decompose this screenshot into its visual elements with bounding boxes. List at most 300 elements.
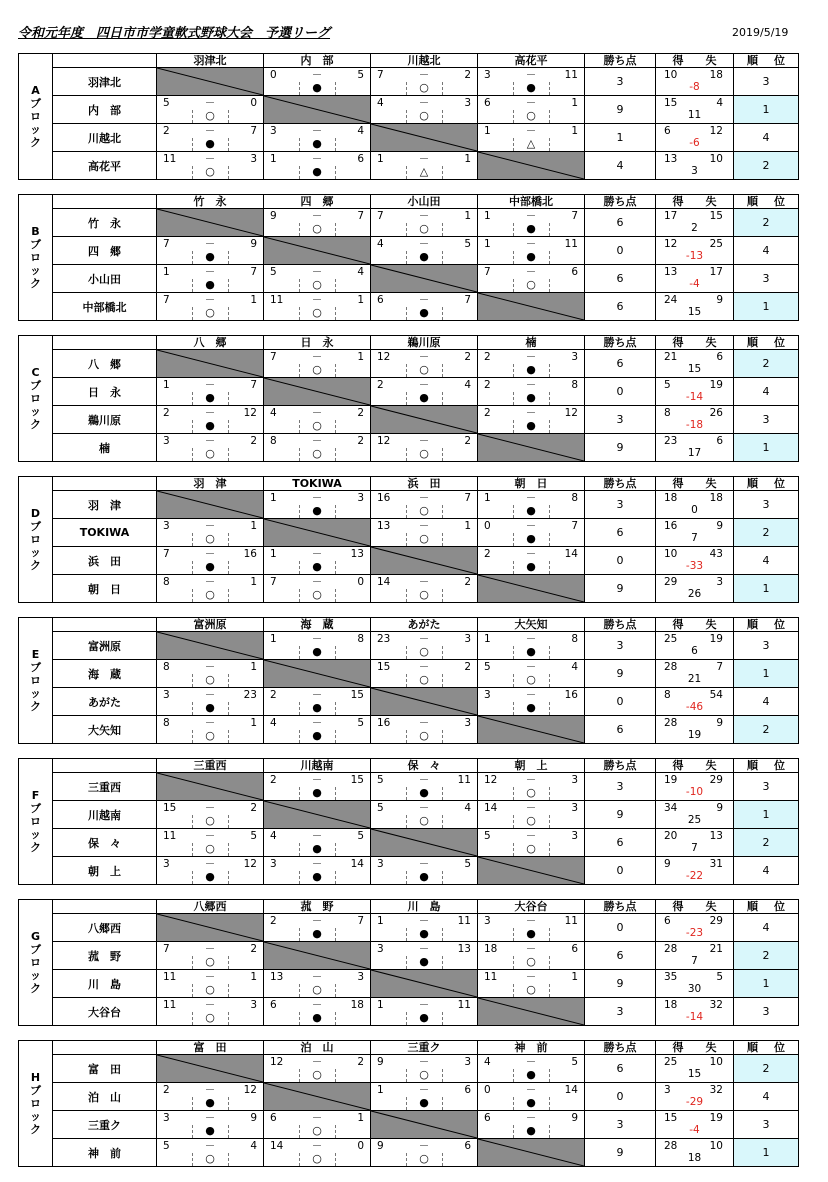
runs-against: 9 <box>716 802 723 814</box>
team-name: 川越南 <box>53 801 157 829</box>
header-rank-b: 位 <box>774 477 785 490</box>
score-dash: － <box>311 774 323 786</box>
score-dash: － <box>311 830 323 842</box>
win-points: 9 <box>585 970 656 998</box>
runs-against: 43 <box>709 548 723 560</box>
table-row <box>19 293 799 321</box>
header-team: 三重ク <box>371 1041 478 1055</box>
header-runs <box>656 336 734 350</box>
runs-against: 19 <box>709 633 723 645</box>
match-result <box>157 406 264 434</box>
team-name: 羽 津 <box>53 491 157 519</box>
block-label <box>19 1041 53 1167</box>
runs-for: 25 <box>664 1056 678 1068</box>
table-row <box>19 1083 799 1111</box>
score-dash: － <box>204 97 216 109</box>
score-dash: － <box>418 294 430 306</box>
header-rank-b: 位 <box>774 195 785 208</box>
header-team: 川越北 <box>371 54 478 68</box>
table-row <box>19 406 799 434</box>
away-score: 4 <box>464 379 471 391</box>
table-row <box>19 998 799 1026</box>
rank-cell: 3 <box>734 998 799 1026</box>
header-rank <box>734 477 799 491</box>
match-result <box>264 152 371 180</box>
block-g <box>18 899 798 1026</box>
home-score: 5 <box>270 266 277 278</box>
home-score: 7 <box>484 266 491 278</box>
result-mark: ● <box>205 1096 215 1109</box>
result-mark: ○ <box>312 588 322 601</box>
match-result <box>264 914 371 942</box>
home-score: 14 <box>270 1140 284 1152</box>
home-score: 2 <box>484 407 491 419</box>
header-team: 富 田 <box>157 1041 264 1055</box>
score-dash: － <box>418 351 430 363</box>
home-score: 15 <box>163 802 177 814</box>
match-result <box>264 632 371 660</box>
score-dash: － <box>311 294 323 306</box>
self-match-cell <box>264 1083 371 1111</box>
match-result <box>264 970 371 998</box>
header-blank <box>53 195 157 209</box>
page-date: 2019/5/19 <box>732 26 789 39</box>
header-team: 高花平 <box>478 54 585 68</box>
self-match-cell <box>157 209 264 237</box>
away-score: 3 <box>571 802 578 814</box>
away-score: 15 <box>350 689 364 701</box>
result-mark: ○ <box>312 1068 322 1081</box>
away-score: 5 <box>464 238 471 250</box>
match-result <box>478 68 585 96</box>
runs-cell <box>656 632 734 660</box>
result-mark: ○ <box>205 165 215 178</box>
team-name: 日 永 <box>53 378 157 406</box>
home-score: 3 <box>377 943 384 955</box>
self-match-cell <box>157 1055 264 1083</box>
block-label-char: ロ <box>30 533 41 546</box>
runs-against: 18 <box>709 69 723 81</box>
header-runs-against: 失 <box>705 477 717 490</box>
score-dash: － <box>525 407 537 419</box>
standings-table <box>18 476 799 603</box>
result-mark: ○ <box>205 842 215 855</box>
away-score: 14 <box>564 548 578 560</box>
runs-cell <box>656 688 734 716</box>
away-score: 12 <box>243 858 257 870</box>
score-dash: － <box>204 1112 216 1124</box>
score-dash: － <box>525 633 537 645</box>
match-result <box>478 829 585 857</box>
away-score: 2 <box>250 802 257 814</box>
away-score: 5 <box>357 717 364 729</box>
rank-cell: 3 <box>734 265 799 293</box>
header-rank <box>734 618 799 632</box>
score-dash: － <box>311 125 323 137</box>
away-score: 12 <box>564 407 578 419</box>
self-match-cell <box>371 124 478 152</box>
header-blank <box>53 477 157 491</box>
block-label <box>19 618 53 744</box>
score-dash: － <box>311 633 323 645</box>
header-row <box>19 618 799 632</box>
runs-against: 15 <box>709 210 723 222</box>
header-team: 川越南 <box>264 759 371 773</box>
home-score: 6 <box>484 1112 491 1124</box>
match-result <box>157 857 264 885</box>
score-dash: － <box>311 153 323 165</box>
result-mark: ● <box>312 137 322 150</box>
header-rank-a: 順 <box>747 195 758 208</box>
run-difference: 3 <box>691 165 698 177</box>
away-score: 8 <box>357 633 364 645</box>
home-score: 7 <box>163 548 170 560</box>
home-score: 2 <box>484 379 491 391</box>
result-mark: ● <box>526 391 536 404</box>
win-points: 0 <box>585 547 656 575</box>
match-result <box>478 688 585 716</box>
run-difference: 11 <box>687 109 702 121</box>
away-score: 7 <box>464 492 471 504</box>
header-rank-a: 順 <box>747 336 758 349</box>
table-row <box>19 434 799 462</box>
header-rank-a: 順 <box>747 54 758 67</box>
runs-against: 32 <box>709 1084 723 1096</box>
runs-cell <box>656 1139 734 1167</box>
header-team: 富洲原 <box>157 618 264 632</box>
home-score: 14 <box>484 802 498 814</box>
block-label-char: ブ <box>30 661 41 674</box>
result-mark: ○ <box>419 504 429 517</box>
match-result <box>264 265 371 293</box>
self-match-cell <box>264 519 371 547</box>
match-result <box>157 575 264 603</box>
runs-cell <box>656 237 734 265</box>
home-score: 4 <box>484 1056 491 1068</box>
team-name: 高花平 <box>53 152 157 180</box>
away-score: 5 <box>357 830 364 842</box>
home-score: 1 <box>377 999 384 1011</box>
result-mark: ○ <box>205 983 215 996</box>
match-result <box>157 124 264 152</box>
win-points: 9 <box>585 1139 656 1167</box>
match-result <box>264 773 371 801</box>
away-score: 16 <box>243 548 257 560</box>
score-dash: － <box>525 492 537 504</box>
header-rank-b: 位 <box>774 336 785 349</box>
result-mark: ● <box>312 1011 322 1024</box>
home-score: 1 <box>484 492 491 504</box>
win-points: 0 <box>585 914 656 942</box>
run-difference: 7 <box>691 842 698 854</box>
header-team: 楠 <box>478 336 585 350</box>
result-mark: ● <box>205 278 215 291</box>
away-score: 0 <box>250 97 257 109</box>
header-runs-against: 失 <box>705 900 717 913</box>
score-dash: － <box>418 943 430 955</box>
away-score: 1 <box>464 210 471 222</box>
win-points: 0 <box>585 1083 656 1111</box>
score-dash: － <box>525 351 537 363</box>
away-score: 2 <box>357 1056 364 1068</box>
result-mark: ● <box>312 701 322 714</box>
block-label <box>19 900 53 1026</box>
runs-for: 28 <box>664 1140 678 1152</box>
match-result <box>371 660 478 688</box>
home-score: 11 <box>163 971 177 983</box>
header-team: 川 島 <box>371 900 478 914</box>
runs-against: 3 <box>716 576 723 588</box>
match-result <box>371 293 478 321</box>
score-dash: － <box>204 999 216 1011</box>
home-score: 1 <box>163 266 170 278</box>
away-score: 2 <box>250 943 257 955</box>
away-score: 18 <box>350 999 364 1011</box>
header-row <box>19 195 799 209</box>
result-mark: △ <box>526 137 536 150</box>
runs-cell <box>656 857 734 885</box>
home-score: 6 <box>270 1112 277 1124</box>
block-label-char: ロ <box>30 1097 41 1110</box>
standings-table <box>18 53 799 180</box>
header-blank <box>53 618 157 632</box>
away-score: 7 <box>357 210 364 222</box>
match-result <box>478 265 585 293</box>
match-result <box>478 1083 585 1111</box>
table-row <box>19 519 799 547</box>
table-row <box>19 970 799 998</box>
run-difference: 0 <box>691 504 698 516</box>
score-dash: － <box>525 379 537 391</box>
score-dash: － <box>418 999 430 1011</box>
runs-for: 17 <box>664 210 678 222</box>
rank-cell: 2 <box>734 1055 799 1083</box>
home-score: 3 <box>163 689 170 701</box>
team-name: 大谷台 <box>53 998 157 1026</box>
team-name: 三重ク <box>53 1111 157 1139</box>
runs-cell <box>656 406 734 434</box>
score-dash: － <box>204 717 216 729</box>
team-name: 朝 日 <box>53 575 157 603</box>
away-score: 0 <box>357 1140 364 1152</box>
home-score: 2 <box>270 774 277 786</box>
header-points: 勝ち点 <box>585 618 656 632</box>
home-score: 12 <box>377 351 391 363</box>
home-score: 3 <box>163 435 170 447</box>
home-score: 4 <box>377 238 384 250</box>
match-result <box>478 914 585 942</box>
header-row <box>19 759 799 773</box>
rank-cell: 2 <box>734 519 799 547</box>
away-score: 16 <box>564 689 578 701</box>
table-row <box>19 491 799 519</box>
result-mark: ○ <box>419 814 429 827</box>
score-dash: － <box>418 915 430 927</box>
runs-for: 12 <box>664 238 678 250</box>
self-match-cell <box>264 942 371 970</box>
away-score: 7 <box>250 266 257 278</box>
score-dash: － <box>311 1140 323 1152</box>
header-team: 竹 永 <box>157 195 264 209</box>
runs-for: 13 <box>664 153 678 165</box>
header-rank-b: 位 <box>774 54 785 67</box>
table-row <box>19 547 799 575</box>
self-match-cell <box>478 152 585 180</box>
away-score: 5 <box>464 858 471 870</box>
table-row <box>19 857 799 885</box>
home-score: 3 <box>270 125 277 137</box>
result-mark: ○ <box>312 363 322 376</box>
header-team: 菰 野 <box>264 900 371 914</box>
runs-for: 6 <box>664 915 671 927</box>
result-mark: ○ <box>312 222 322 235</box>
away-score: 14 <box>564 1084 578 1096</box>
score-dash: － <box>525 266 537 278</box>
score-dash: － <box>525 238 537 250</box>
header-runs <box>656 195 734 209</box>
header-blank <box>53 1041 157 1055</box>
run-difference: -10 <box>685 786 704 798</box>
standings-table <box>18 335 799 462</box>
match-result <box>371 1055 478 1083</box>
runs-cell <box>656 124 734 152</box>
away-score: 5 <box>357 69 364 81</box>
score-dash: － <box>204 435 216 447</box>
header-rank <box>734 54 799 68</box>
rank-cell: 3 <box>734 1111 799 1139</box>
team-name: 大矢知 <box>53 716 157 744</box>
result-mark: ○ <box>419 588 429 601</box>
runs-against: 9 <box>716 520 723 532</box>
result-mark: ○ <box>205 447 215 460</box>
header-points: 勝ち点 <box>585 477 656 491</box>
match-result <box>478 519 585 547</box>
result-mark: ○ <box>419 447 429 460</box>
runs-cell <box>656 660 734 688</box>
score-dash: － <box>525 1056 537 1068</box>
run-difference: 15 <box>687 363 702 375</box>
runs-for: 28 <box>664 717 678 729</box>
rank-cell: 1 <box>734 293 799 321</box>
result-mark: ● <box>205 250 215 263</box>
header-team: 八 郷 <box>157 336 264 350</box>
team-name: 三重西 <box>53 773 157 801</box>
score-dash: － <box>311 971 323 983</box>
home-score: 1 <box>484 210 491 222</box>
score-dash: － <box>311 915 323 927</box>
away-score: 6 <box>571 266 578 278</box>
win-points: 6 <box>585 519 656 547</box>
score-dash: － <box>204 520 216 532</box>
away-score: 7 <box>250 379 257 391</box>
match-result <box>478 773 585 801</box>
away-score: 14 <box>350 858 364 870</box>
score-dash: － <box>525 97 537 109</box>
home-score: 2 <box>484 548 491 560</box>
header-runs-against: 失 <box>705 618 717 631</box>
win-points: 3 <box>585 1111 656 1139</box>
away-score: 7 <box>571 210 578 222</box>
match-result <box>371 378 478 406</box>
away-score: 11 <box>457 915 471 927</box>
home-score: 2 <box>163 407 170 419</box>
match-result <box>478 632 585 660</box>
home-score: 1 <box>270 153 277 165</box>
score-dash: － <box>204 548 216 560</box>
away-score: 6 <box>571 943 578 955</box>
match-result <box>157 293 264 321</box>
rank-cell: 4 <box>734 547 799 575</box>
result-mark: ○ <box>312 447 322 460</box>
score-dash: － <box>418 520 430 532</box>
away-score: 11 <box>457 774 471 786</box>
away-score: 6 <box>357 153 364 165</box>
away-score: 2 <box>464 435 471 447</box>
home-score: 9 <box>270 210 277 222</box>
result-mark: ● <box>526 419 536 432</box>
block-label-char: ク <box>30 277 41 290</box>
header-row <box>19 477 799 491</box>
run-difference: 25 <box>687 814 702 826</box>
block-label-char: ロ <box>30 392 41 405</box>
run-difference: -33 <box>685 560 704 572</box>
block-label <box>19 759 53 885</box>
self-match-cell <box>264 801 371 829</box>
score-dash: － <box>525 802 537 814</box>
header-team: 海 蔵 <box>264 618 371 632</box>
block-label-char: ク <box>30 1123 41 1136</box>
header-runs <box>656 54 734 68</box>
match-result <box>157 519 264 547</box>
header-runs-for: 得 <box>672 336 684 349</box>
score-dash: － <box>311 492 323 504</box>
rank-cell: 2 <box>734 152 799 180</box>
home-score: 12 <box>484 774 498 786</box>
header-team: 八郷西 <box>157 900 264 914</box>
result-mark: ○ <box>312 419 322 432</box>
away-score: 2 <box>357 407 364 419</box>
block-e <box>18 617 798 744</box>
table-row <box>19 209 799 237</box>
runs-for: 13 <box>664 266 678 278</box>
header-row <box>19 1041 799 1055</box>
runs-against: 54 <box>709 689 723 701</box>
away-score: 1 <box>571 125 578 137</box>
header-team: 保 々 <box>371 759 478 773</box>
home-score: 16 <box>377 492 391 504</box>
match-result <box>264 293 371 321</box>
table-row <box>19 350 799 378</box>
home-score: 3 <box>163 1112 170 1124</box>
runs-against: 26 <box>709 407 723 419</box>
header-team: TOKIWA <box>264 477 371 491</box>
header-team: 浜 田 <box>371 477 478 491</box>
away-score: 1 <box>250 520 257 532</box>
result-mark: ○ <box>312 278 322 291</box>
table-row <box>19 152 799 180</box>
score-dash: － <box>311 1056 323 1068</box>
block-label-char: ッ <box>30 1110 41 1123</box>
result-mark: ○ <box>312 983 322 996</box>
result-mark: ● <box>526 532 536 545</box>
away-score: 5 <box>571 1056 578 1068</box>
self-match-cell <box>478 857 585 885</box>
runs-cell <box>656 434 734 462</box>
header-team: 朝 日 <box>478 477 585 491</box>
block-letter: H <box>30 1071 41 1084</box>
runs-for: 18 <box>664 492 678 504</box>
match-result <box>371 519 478 547</box>
